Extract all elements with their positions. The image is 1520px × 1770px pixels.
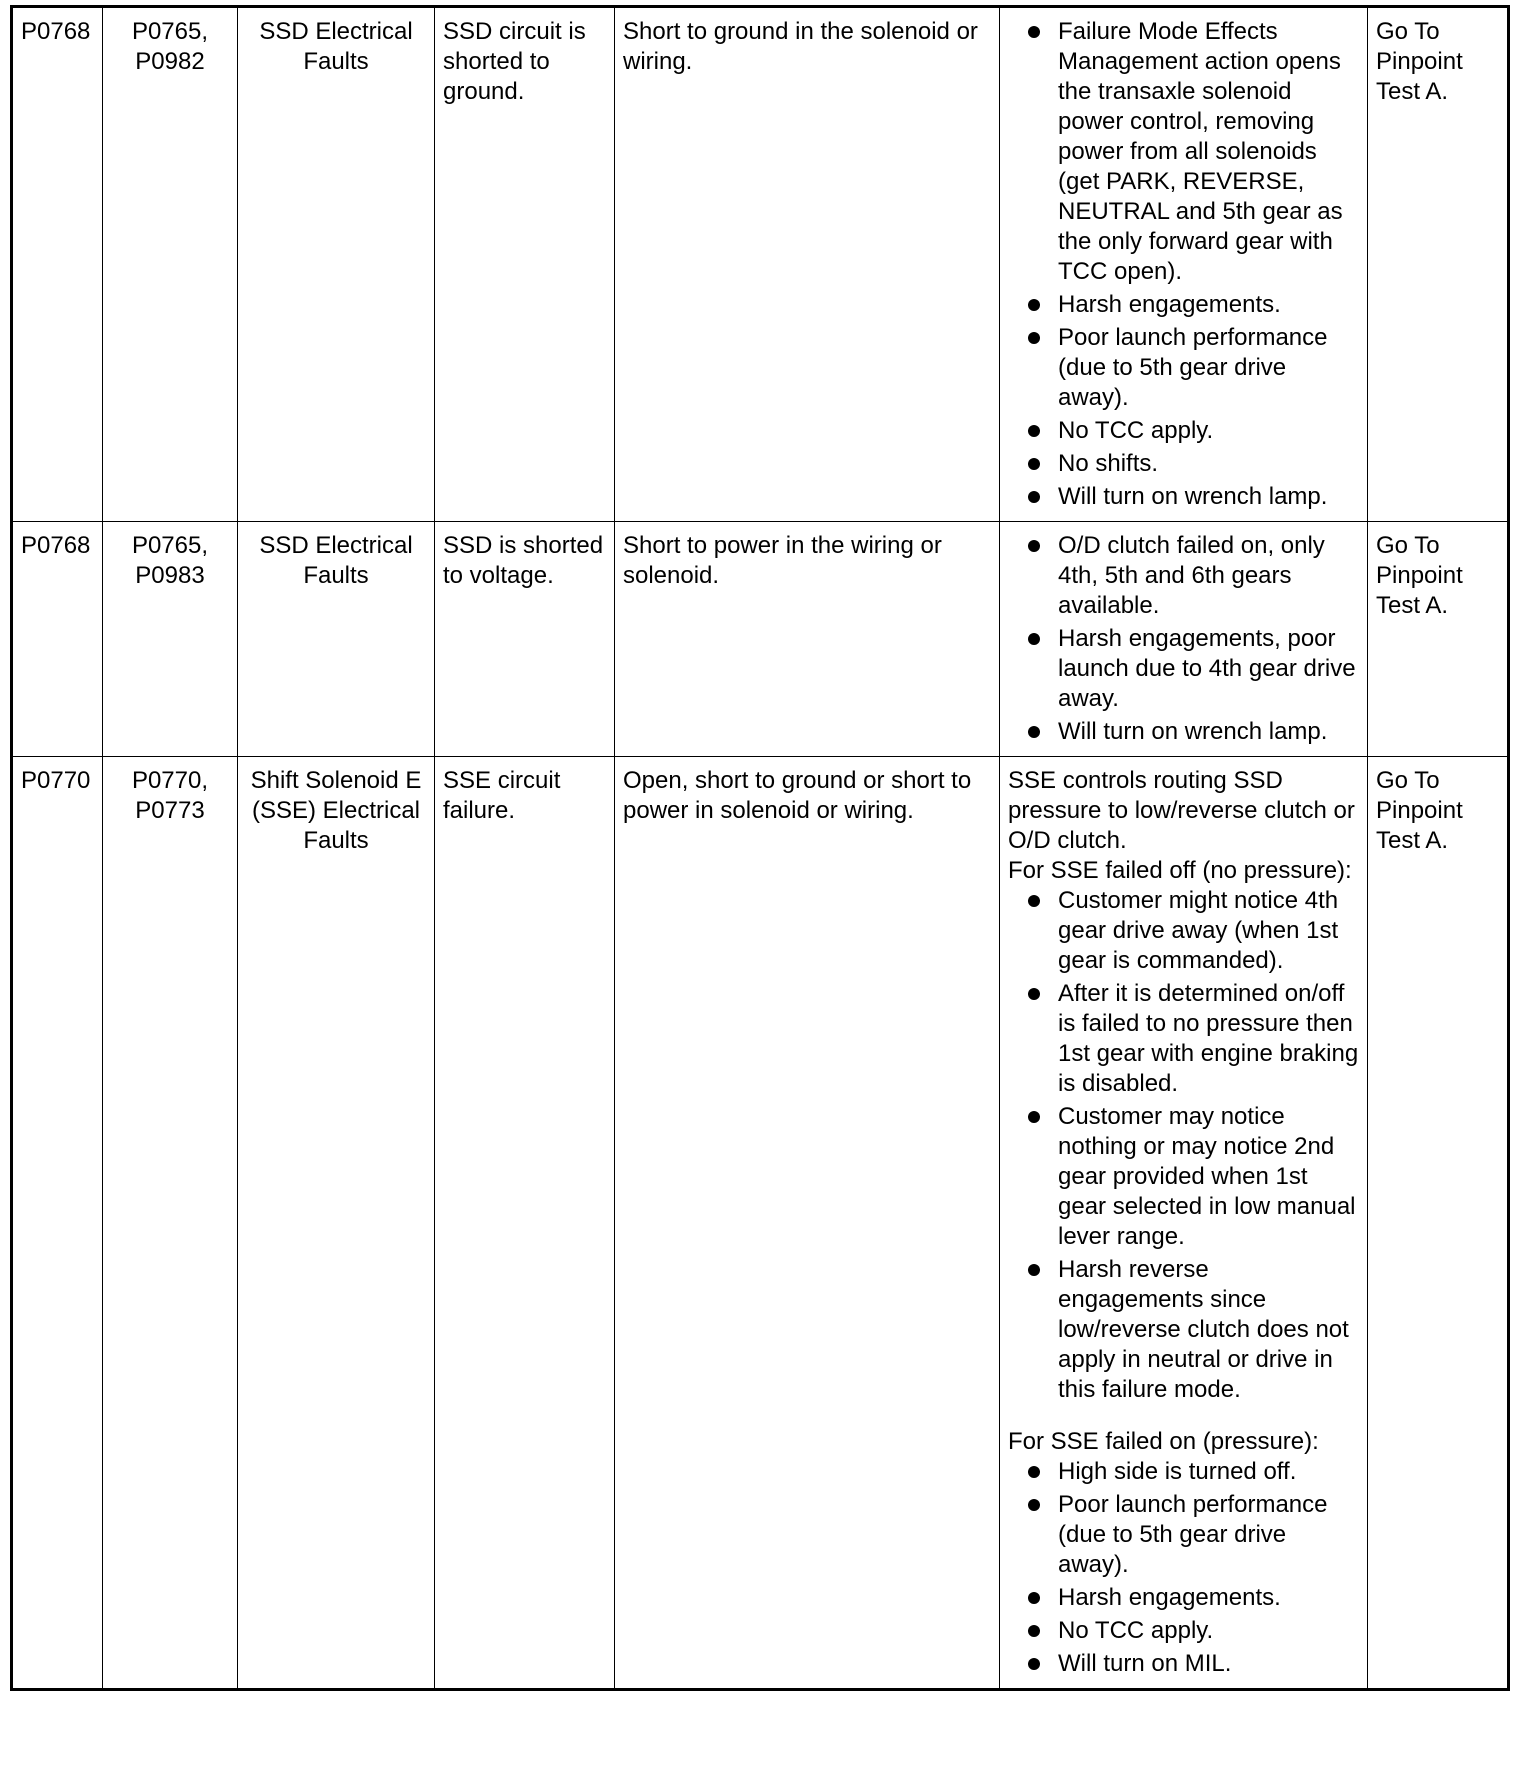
symptom-intro: SSE controls routing SSD pressure to low/reverse clutch or O/D clutch. — [1008, 767, 1355, 854]
description-cell — [238, 7, 435, 522]
action-text: Go To Pinpoint Test A. — [1376, 767, 1463, 854]
symptom-item: Will turn on MIL. — [1008, 1649, 1359, 1679]
action-cell — [1368, 522, 1509, 757]
dtc-cell — [12, 7, 103, 522]
symptom-cell — [1000, 7, 1368, 522]
symptom-item: Harsh engagements. — [1008, 290, 1359, 320]
symptom-item: No TCC apply. — [1008, 416, 1359, 446]
symptom-list — [1008, 531, 1359, 747]
related-dtc-cell — [103, 757, 238, 1690]
symptom-item: High side is turned off. — [1008, 1457, 1359, 1487]
dtc-code: P0768 — [21, 18, 91, 45]
symptom-item: No shifts. — [1008, 449, 1359, 479]
dtc-cell — [12, 757, 103, 1690]
action-text: Go To Pinpoint Test A. — [1376, 532, 1463, 619]
failed-on-heading: For SSE failed on (pressure): — [1008, 1428, 1319, 1455]
failed-off-heading: For SSE failed off (no pressure): — [1008, 857, 1352, 884]
condition-text: SSD is shorted to voltage. — [443, 532, 604, 589]
description-cell — [238, 757, 435, 1690]
related-dtc-codes: P0765, P0983 — [131, 532, 209, 589]
action-text: Go To Pinpoint Test A. — [1376, 18, 1463, 105]
cause-text: Short to power in the wiring or solenoid. — [623, 532, 942, 589]
symptom-item: Will turn on wrench lamp. — [1008, 717, 1359, 747]
symptom-item: Harsh engagements. — [1008, 1583, 1359, 1613]
condition-cell — [435, 522, 615, 757]
condition-cell — [435, 7, 615, 522]
cause-cell — [615, 7, 1000, 522]
related-dtc-codes: P0765, P0982 — [131, 18, 209, 75]
cause-cell — [615, 757, 1000, 1690]
related-dtc-cell — [103, 522, 238, 757]
description-text: SSD Electrical Faults — [259, 532, 413, 589]
symptom-item: Customer may notice nothing or may notice 2nd gear provided when 1st gear selected in low manual lever range. — [1008, 1102, 1359, 1252]
symptom-item: Harsh reverse engagements since low/reverse clutch does not apply in neutral or drive in this failure mode. — [1008, 1255, 1359, 1405]
cause-cell — [615, 522, 1000, 757]
symptom-item: Failure Mode Effects Management action opens the transaxle solenoid power control, removing power from all solenoids (get PARK, REVERSE, NEUTRAL and 5th gear as the only forward gear with TCC open). — [1008, 17, 1359, 287]
symptom-item: Poor launch performance (due to 5th gear drive away). — [1008, 1490, 1359, 1580]
action-cell — [1368, 7, 1509, 522]
description-text: Shift Solenoid E (SSE) Electrical Faults — [250, 767, 422, 854]
condition-cell — [435, 757, 615, 1690]
dtc-code: P0770 — [21, 767, 91, 794]
symptom-cell — [1000, 522, 1368, 757]
symptom-item: Poor launch performance (due to 5th gear drive away). — [1008, 323, 1359, 413]
symptom-item: Will turn on wrench lamp. — [1008, 482, 1359, 512]
condition-text: SSE circuit failure. — [443, 767, 561, 824]
description-text: SSD Electrical Faults — [259, 18, 413, 75]
symptom-cell — [1000, 757, 1368, 1690]
condition-text: SSD circuit is shorted to ground. — [443, 18, 586, 105]
symptom-item: After it is determined on/off is failed to no pressure then 1st gear with engine braking is disabled. — [1008, 979, 1359, 1099]
dtc-cell — [12, 522, 103, 757]
description-cell — [238, 522, 435, 757]
symptom-item: Harsh engagements, poor launch due to 4th gear drive away. — [1008, 624, 1359, 714]
related-dtc-codes: P0770, P0773 — [131, 767, 209, 824]
cause-text: Short to ground in the solenoid or wiring. — [623, 18, 978, 75]
symptom-list — [1008, 17, 1359, 512]
failed-off-symptom-list — [1008, 886, 1359, 1405]
symptom-item: O/D clutch failed on, only 4th, 5th and 6th gears available. — [1008, 531, 1359, 621]
diagnostic-table — [10, 5, 1510, 1691]
table-row — [12, 522, 1509, 757]
symptom-item: No TCC apply. — [1008, 1616, 1359, 1646]
dtc-code: P0768 — [21, 532, 91, 559]
failed-on-symptom-list — [1008, 1457, 1359, 1679]
cause-text: Open, short to ground or short to power in solenoid or wiring. — [623, 767, 972, 824]
symptom-item: Customer might notice 4th gear drive away (when 1st gear is commanded). — [1008, 886, 1359, 976]
related-dtc-cell — [103, 7, 238, 522]
action-cell — [1368, 757, 1509, 1690]
table-row — [12, 757, 1509, 1690]
table-row — [12, 7, 1509, 522]
